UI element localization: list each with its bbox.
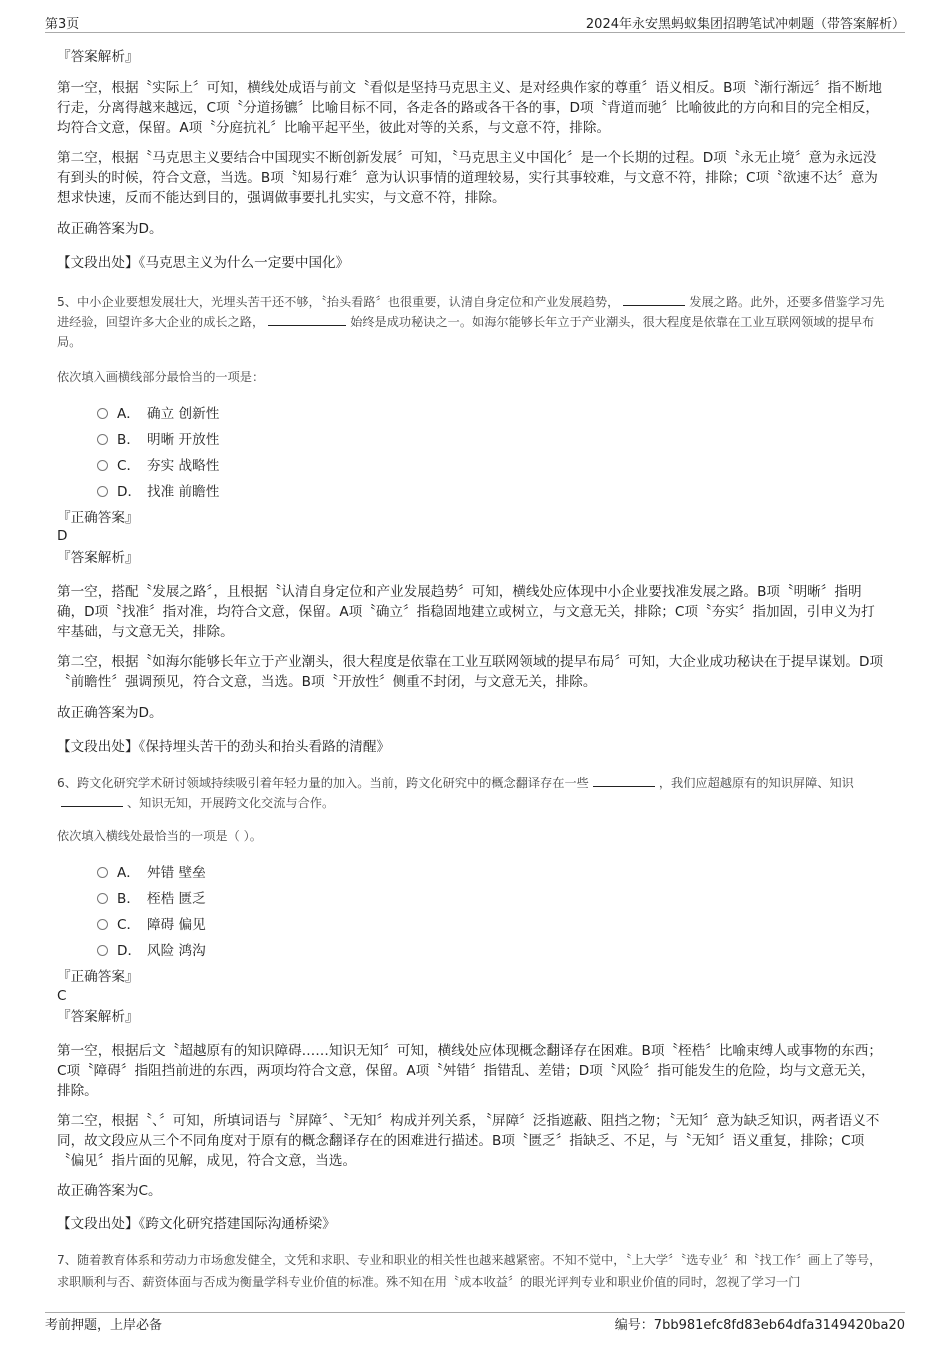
option-letter: D．	[117, 484, 142, 500]
q6-stem-a: 6、跨文化研究学术研讨领域持续吸引着年轻力量的加入。当前，跨文化研究中的概念翻译存在一些	[57, 776, 589, 790]
q5-stem-b: 发展之路。此外，还要多借鉴学习先进经验，回望许多大企业的成长之路，	[57, 295, 885, 329]
q6-conclusion: 故正确答案为C。	[57, 1183, 162, 1199]
option-text: 找准 前瞻性	[147, 484, 220, 500]
q4-analysis-label: 『答案解析』	[57, 49, 139, 65]
radio-icon[interactable]	[97, 434, 108, 445]
q5-prompt: 依次填入画横线部分最恰当的一项是：	[57, 370, 265, 384]
q5-stem-c: 始终是成功秘诀之一。如海尔能够长年立于产业潮头，很大程度是依靠在工业互联网领域的提早布局。	[57, 315, 875, 349]
option-text: 障碍 偏见	[147, 917, 206, 933]
q5-conclusion: 故正确答案为D。	[57, 705, 163, 721]
footer	[0, 1300, 950, 1345]
q6-source: 【文段出处】《跨文化研究搭建国际沟通桥梁》	[57, 1216, 336, 1232]
q6-option-d[interactable]	[97, 939, 206, 959]
q5-analysis-p2: 第二空，根据〝如海尔能够长年立于产业潮头，很大程度是依靠在工业互联网领域的提早布局〞可知，大企业成功秘诀在于提早谋划。D项〝前瞻性〞强调预见，符合文意，当选。B项〝开放性〞侧重不封闭，与文意无关，排除。	[57, 654, 884, 690]
document-title: 2024年永安黑蚂蚁集团招聘笔试冲刺题（带答案解析）	[585, 17, 905, 32]
option-letter: D．	[117, 943, 142, 959]
q5-stem	[57, 292, 885, 352]
q5-option-d[interactable]	[97, 480, 219, 500]
blank	[61, 794, 123, 807]
q6-analysis-p2: 第二空，根据〝、〞可知，所填词语与〝屏障〞、〝无知〞构成并列关系，〝屏障〞泛指遮蔽、阻挡之物；〝无知〞意为缺乏知识，两者语义不同，故文段应从三个不同角度对于原有的概念翻译存在的困难进行描述。B项〝匮乏〞指缺乏、不足，与〝无知〞语义重复，排除；C项〝偏见〞指片面的见解，成见，符合文意，当选。	[57, 1113, 880, 1169]
q6-prompt: 依次填入横线处最恰当的一项是（ ）。	[57, 829, 262, 843]
document-id: 编号：7bb981efc8fd83eb64dfa3149420ba20	[614, 1318, 905, 1333]
radio-icon[interactable]	[97, 408, 108, 419]
option-text: 风险 鸿沟	[147, 943, 206, 959]
q5-analysis-label: 『答案解析』	[57, 550, 139, 566]
q6-option-a[interactable]	[97, 861, 206, 881]
radio-icon[interactable]	[97, 486, 108, 497]
q6-stem	[57, 773, 885, 813]
radio-icon[interactable]	[97, 893, 108, 904]
q6-correct-label: 『正确答案』	[57, 969, 139, 985]
header-divider	[45, 32, 905, 33]
blank	[623, 293, 685, 306]
radio-icon[interactable]	[97, 460, 108, 471]
blank	[593, 774, 655, 787]
radio-icon[interactable]	[97, 945, 108, 956]
option-letter: B．	[117, 432, 140, 448]
q6-stem-b: ，我们应超越原有的知识屏障、知识	[658, 776, 854, 790]
option-text: 明晰 开放性	[147, 432, 220, 448]
q5-option-b[interactable]	[97, 428, 219, 448]
footer-divider	[45, 1312, 905, 1313]
q5-source: 【文段出处】《保持埋头苦干的劲头和抬头看路的清醒》	[57, 739, 391, 755]
option-text: 舛错 壁垒	[147, 865, 206, 881]
q5-option-a[interactable]	[97, 402, 219, 422]
q5-option-c[interactable]	[97, 454, 219, 474]
q4-conclusion: 故正确答案为D。	[57, 221, 163, 237]
q5-correct-answer: D	[57, 528, 68, 544]
q6-stem-c: 、知识无知，开展跨文化交流与合作。	[127, 796, 335, 810]
option-letter: C．	[117, 458, 141, 474]
footer-slogan: 考前押题，上岸必备	[45, 1318, 163, 1333]
page-number: 第3页	[45, 17, 80, 32]
q5-correct-label: 『正确答案』	[57, 510, 139, 526]
q4-analysis-p2: 第二空，根据〝马克思主义要结合中国现实不断创新发展〞可知，〝马克思主义中国化〞是一个长期的过程。D项〝永无止境〞意为永远没有到头的时候，符合文意，当选。B项〝知易行难〞意为认识事情的道理较易，实行其事较难，与文意不符，排除；C项〝欲速不达〞意为想求快速，反而不能达到目的，强调做事要扎扎实实，与文意不符，排除。	[57, 150, 878, 206]
option-letter: B．	[117, 891, 140, 907]
radio-icon[interactable]	[97, 919, 108, 930]
q6-option-c[interactable]	[97, 913, 206, 933]
blank	[268, 313, 346, 326]
option-letter: C．	[117, 917, 141, 933]
q4-source: 【文段出处】《马克思主义为什么一定要中国化》	[57, 255, 350, 271]
option-text: 桎梏 匮乏	[147, 891, 206, 907]
q6-analysis-label: 『答案解析』	[57, 1009, 139, 1025]
option-text: 确立 创新性	[147, 406, 220, 422]
option-text: 夯实 战略性	[147, 458, 220, 474]
q5-stem-a: 5、中小企业要想发展壮大，光埋头苦干还不够，〝抬头看路〞也很重要，认清自身定位和产业发展趋势，	[57, 295, 620, 309]
option-letter: A．	[117, 406, 140, 422]
radio-icon[interactable]	[97, 867, 108, 878]
q4-analysis-p1: 第一空，根据〝实际上〞可知，横线处成语与前文〝看似是坚持马克思主义、是对经典作家的尊重〞语义相反。B项〝渐行渐远〞指不断地行走，分离得越来越远，C项〝分道扬镳〞比喻目标不同，各走各的路或各干各的事，D项〝背道而驰〞比喻彼此的方向和目的完全相反，均符合文意，保留。A项〝分庭抗礼〞比喻平起平坐，彼此对等的关系，与文意不符，排除。	[57, 80, 882, 136]
option-letter: A．	[117, 865, 140, 881]
q6-option-b[interactable]	[97, 887, 206, 907]
q6-correct-answer: C	[57, 988, 67, 1004]
q6-analysis-p1: 第一空，根据后文〝超越原有的知识障碍……知识无知〞可知，横线处应体现概念翻译存在困难。B项〝桎梏〞比喻束缚人或事物的东西；C项〝障碍〞指阻挡前进的东西，两项均符合文意，保留。A项〝舛错〞指错乱、差错；D项〝风险〞指可能发生的危险，均与文意无关，排除。	[57, 1043, 882, 1099]
q5-analysis-p1: 第一空，搭配〝发展之路〞，且根据〝认清自身定位和产业发展趋势〞可知，横线处应体现中小企业要找准发展之路。B项〝明晰〞指明确，D项〝找准〞指对准，均符合文意，保留。A项〝确立〞指稳固地建立或树立，与文意无关，排除；C项〝夯实〞指加固，引申义为打牢基础，与文意无关，排除。	[57, 584, 875, 640]
q7-stem: 7、随着教育体系和劳动力市场愈发健全，文凭和求职、专业和职业的相关性也越来越紧密。不知不觉中，〝上大学〞〝选专业〞和〝找工作〞画上了等号，求职顺利与否、薪资体面与否成为衡量学科专业价值的标准。殊不知在用〝成本收益〞的眼光评判专业和职业价值的同时，忽视了学习一门	[57, 1253, 882, 1289]
